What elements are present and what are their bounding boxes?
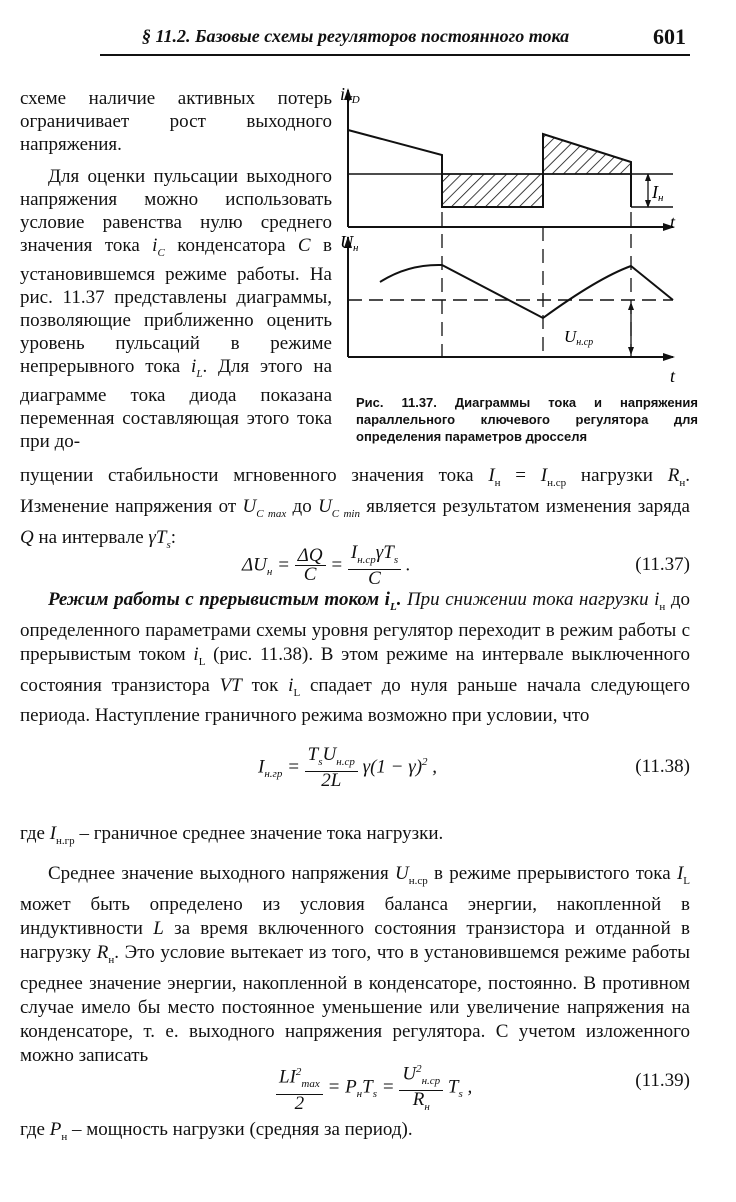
equation-11-38: $I_{н.гр}$ = $\frac{T_sU_{н.ср}}{2L}$ $\gamma(1 - \gamma)^2$ , (11.38) [258, 744, 690, 791]
paragraph-continuation: пущении стабильности мгновенного значения тока $I_н = I_{н.ср}$ нагрузки $R_н$. Изменение напряжения от $U_{C max}$ до $U_{C min}$ является результатом изменения заряда Q на интервале $\gamma T_s$: [20, 465, 690, 551]
running-head [100, 26, 690, 58]
paragraph-active-losses: схеме наличие активных потерь ограничивает рост выходного напряжения. [20, 88, 332, 155]
paragraph-discontinuous-text: Режим работы с прерывистым током $i_L$. При снижении тока нагрузки $i_н$ до определенного параметрами схемы уровня регулятор переходит в режим работы с прерывистым током $i_L$ (рис. 11.38). В этом режиме на интервале выключенного состояния транзистора VT ток $i_L$ спадает до нуля раньше начала следующего периода. Наступление граничного режима возможно при условии, что [20, 589, 690, 727]
left-column-text [20, 88, 332, 454]
svg-text:t: t [670, 366, 676, 386]
current-diagram [344, 88, 675, 231]
equation-number: (11.38) [635, 756, 690, 777]
voltage-diagram [344, 212, 675, 361]
header-rule [100, 54, 690, 56]
where-line-2: где $P_н$ – мощность нагрузки (средняя за период). [20, 1119, 413, 1143]
paragraph-average-voltage: Среднее значение выходного напряжения $U_{н.ср}$ в режиме прерывистого тока $I_L$ может быть определено из условия баланса энергии, накопленной в индуктивности L за время включенного состояния транзистора и отданной в нагрузку $R_н$. Это условие вытекает из того, что в установившемся режиме работы среднее значение энергии, накопленной в конденсаторе, постоянно. В противном случае имело бы место постоянное уменьшение или увеличение напряжения на конденсаторе, т. е. выходного напряжения регулятора. С учетом изложенного можно записать [20, 863, 690, 1066]
figure-11-37 [338, 82, 708, 392]
svg-text:Iн: Iн [652, 182, 664, 204]
equation-11-39: $\frac{LI^2_{max}}{2}$ = $P_нT_s$ = $\frac{U^2_{н.ср}}{R_н}$ $T_s$ , (11.39) [20, 1060, 690, 1104]
svg-text:iVD: iVD [340, 84, 360, 106]
svg-text:Uн: Uн [340, 232, 359, 254]
hatch-area-1 [442, 174, 543, 207]
svg-text:t: t [670, 212, 676, 232]
svg-text:Uн.ср: Uн.ср [564, 327, 594, 348]
output-voltage-waveform [380, 265, 673, 318]
figure-caption: Рис. 11.37. Диаграммы тока и напряжения параллельного ключевого регулятора для определения параметров дросселя [356, 395, 698, 444]
page-number: 601 [653, 24, 686, 49]
where-line-1: где $I_{н.гр}$ – граничное среднее значение тока нагрузки. [20, 823, 444, 847]
timing-diagram [338, 82, 708, 392]
section-title: § 11.2. Базовые схемы регуляторов постоянного тока [142, 26, 570, 46]
hatch-area-2 [543, 134, 631, 174]
equation-11-37: $\Delta U_н$ = $\frac{\Delta Q}{C}$ = $\frac{I_{н.ср}\gamma T_s}{C}$ . (11.37) [242, 542, 690, 589]
equation-number: (11.37) [635, 554, 690, 575]
paragraph-ripple-estimation: Для оценки пульсации выходного напряжения можно использовать условие равенства нулю среднего значения тока $i_C$ конденсатора C в установившемся режиме работы. На рис. 11.37 представлены диаграммы, позволяющие приближенно оценить уровень пульсаций в режиме непрерывного тока $i_L$. Для этого на диаграмме тока диода показана переменная составляющая этого тока при до- [20, 166, 333, 452]
equation-number: (11.39) [635, 1070, 690, 1091]
